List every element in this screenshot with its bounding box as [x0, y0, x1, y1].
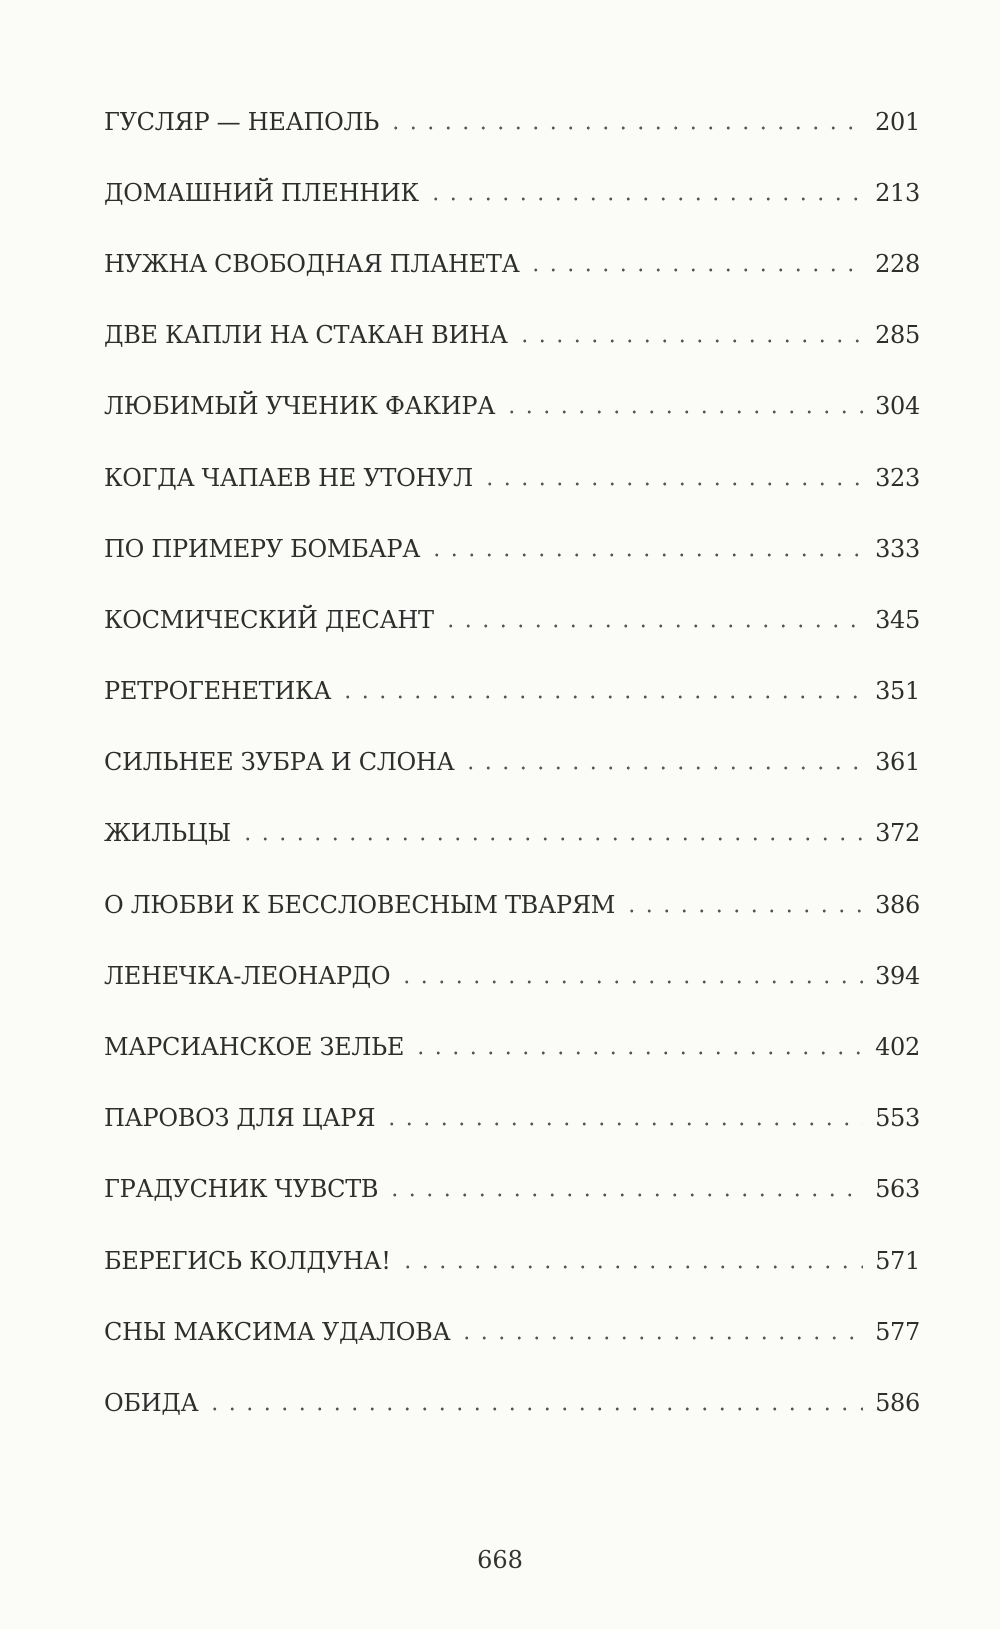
dot-leader [412, 1051, 863, 1055]
toc-entry [104, 442, 920, 513]
toc-entry-page: 333 [875, 534, 920, 563]
toc-entry [104, 1154, 920, 1225]
dot-leader [516, 339, 863, 343]
toc-entry-page: 563 [875, 1175, 920, 1204]
dot-leader [239, 837, 863, 841]
toc-entry-title: ПО ПРИМЕРУ БОМБАРА [104, 534, 421, 563]
toc-entry-page: 285 [875, 321, 920, 350]
toc-entry [104, 228, 920, 299]
toc-entry-page: 394 [875, 961, 920, 990]
toc-entry-page: 571 [875, 1246, 920, 1275]
toc-entry-title: СНЫ МАКСИМА УДАЛОВА [104, 1317, 451, 1346]
toc-entry-title: ЛЕНЕЧКА-ЛЕОНАРДО [104, 961, 391, 990]
dot-leader [383, 1122, 863, 1126]
toc-entry-page: 361 [875, 748, 920, 777]
toc-entry [104, 869, 920, 940]
toc-entry [104, 656, 920, 727]
toc-entry-title: РЕТРОГЕНЕТИКА [104, 677, 332, 706]
dot-leader [462, 766, 863, 770]
dot-leader [398, 980, 863, 984]
toc-entry-title: ЛЮБИМЫЙ УЧЕНИК ФАКИРА [104, 392, 496, 421]
dot-leader [428, 553, 863, 557]
dot-leader [206, 1407, 863, 1411]
toc-entry-page: 228 [875, 249, 920, 278]
toc-entry [104, 1083, 920, 1154]
dot-leader [527, 268, 863, 272]
dot-leader [399, 1265, 863, 1269]
toc-entry-title: ЖИЛЬЦЫ [104, 819, 231, 848]
toc-entry-page: 304 [875, 392, 920, 421]
toc-entry-title: НУЖНА СВОБОДНАЯ ПЛАНЕТА [104, 249, 520, 278]
toc-entry [104, 584, 920, 655]
dot-leader [427, 197, 863, 201]
toc-entry-title: ОБИДА [104, 1388, 199, 1417]
toc-entry-title: МАРСИАНСКОЕ ЗЕЛЬЕ [104, 1033, 405, 1062]
toc-entry-title: ГУСЛЯР — НЕАПОЛЬ [104, 107, 380, 136]
toc-entry [104, 300, 920, 371]
toc-entry-page: 323 [875, 463, 920, 492]
toc-entry-title: КОСМИЧЕСКИЙ ДЕСАНТ [104, 605, 434, 634]
toc-entry-page: 345 [875, 605, 920, 634]
toc-entry-title: О ЛЮБВИ К БЕССЛОВЕСНЫМ ТВАРЯМ [104, 890, 616, 919]
toc-entry-title: СИЛЬНЕЕ ЗУБРА И СЛОНА [104, 748, 455, 777]
dot-leader [481, 482, 863, 486]
toc-entry-title: ДОМАШНИЙ ПЛЕННИК [104, 178, 419, 207]
toc-entry [104, 1296, 920, 1367]
dot-leader [386, 1193, 863, 1197]
dot-leader [387, 126, 863, 130]
toc-entry-page: 213 [875, 178, 920, 207]
toc-entry-title: БЕРЕГИСЬ КОЛДУНА! [104, 1246, 391, 1275]
dot-leader [503, 410, 863, 414]
toc-entry-title: ПАРОВОЗ ДЛЯ ЦАРЯ [104, 1104, 376, 1133]
toc-entry [104, 513, 920, 584]
toc-entry [104, 371, 920, 442]
dot-leader [458, 1336, 863, 1340]
toc-entry-page: 577 [875, 1317, 920, 1346]
dot-leader [339, 695, 863, 699]
toc-entry [104, 86, 920, 157]
toc-entry [104, 727, 920, 798]
toc-entry-page: 402 [875, 1033, 920, 1062]
toc-entry [104, 798, 920, 869]
toc-entry-page: 586 [875, 1388, 920, 1417]
dot-leader [623, 909, 863, 913]
toc-entry-page: 351 [875, 677, 920, 706]
toc-entry-title: ГРАДУСНИК ЧУВСТВ [104, 1175, 379, 1204]
toc-entry-page: 372 [875, 819, 920, 848]
page-number: 668 [477, 1546, 523, 1574]
toc-entry [104, 1225, 920, 1296]
toc-entry [104, 157, 920, 228]
toc-entry [104, 1367, 920, 1438]
toc-entry [104, 940, 920, 1011]
toc-entry-title: ДВЕ КАПЛИ НА СТАКАН ВИНА [104, 321, 508, 350]
toc-entry [104, 1011, 920, 1082]
toc-entry-page: 386 [875, 890, 920, 919]
dot-leader [442, 624, 863, 628]
toc-entry-title: КОГДА ЧАПАЕВ НЕ УТОНУЛ [104, 463, 473, 492]
toc-entry-page: 553 [875, 1104, 920, 1133]
toc-entry-page: 201 [875, 107, 920, 136]
table-of-contents [104, 86, 920, 1439]
